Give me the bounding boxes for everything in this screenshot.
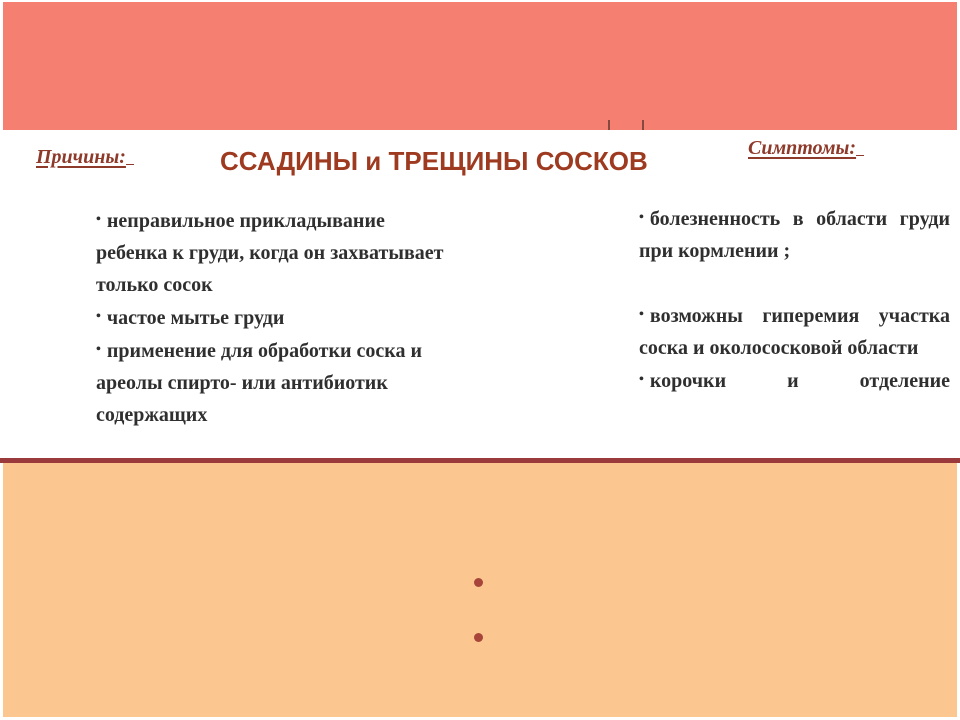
header-gap bbox=[0, 130, 960, 132]
bullet-icon: • bbox=[96, 342, 101, 357]
list-item: • корочки и отделение bbox=[639, 370, 950, 392]
bullet-dot-icon bbox=[474, 578, 483, 587]
bullet-icon: • bbox=[639, 307, 644, 322]
list-item: • применение для обработки соска и ареолы спирто- или антибиотик содержащих bbox=[96, 340, 423, 426]
bullet-icon: • bbox=[96, 212, 101, 227]
bullet-icon: • bbox=[639, 372, 644, 387]
symptoms-list bbox=[639, 202, 950, 397]
causes-label: Причины: bbox=[36, 146, 134, 169]
symptoms-label: Симптомы: bbox=[748, 137, 864, 160]
header-band bbox=[3, 2, 957, 130]
bullet-dot-icon bbox=[474, 633, 483, 642]
bullet-icon: • bbox=[96, 309, 101, 324]
list-spacer bbox=[639, 267, 950, 299]
list-item: • возможны гиперемия участка соска и околососковой области bbox=[639, 305, 950, 359]
list-item: • неправильное прикладывание ребенка к груди, когда он захватывает только сосок bbox=[96, 210, 444, 296]
slide-title: ССАДИНЫ и ТРЕЩИНЫ СОСКОВ bbox=[220, 146, 648, 176]
header-mark bbox=[608, 120, 644, 130]
list-item: • болезненность в области груди при кормлении ; bbox=[639, 208, 950, 262]
bullet-icon: • bbox=[639, 210, 644, 225]
bottom-content-box bbox=[3, 463, 957, 717]
causes-list bbox=[96, 204, 456, 431]
list-item: • частое мытье груди bbox=[96, 307, 285, 329]
